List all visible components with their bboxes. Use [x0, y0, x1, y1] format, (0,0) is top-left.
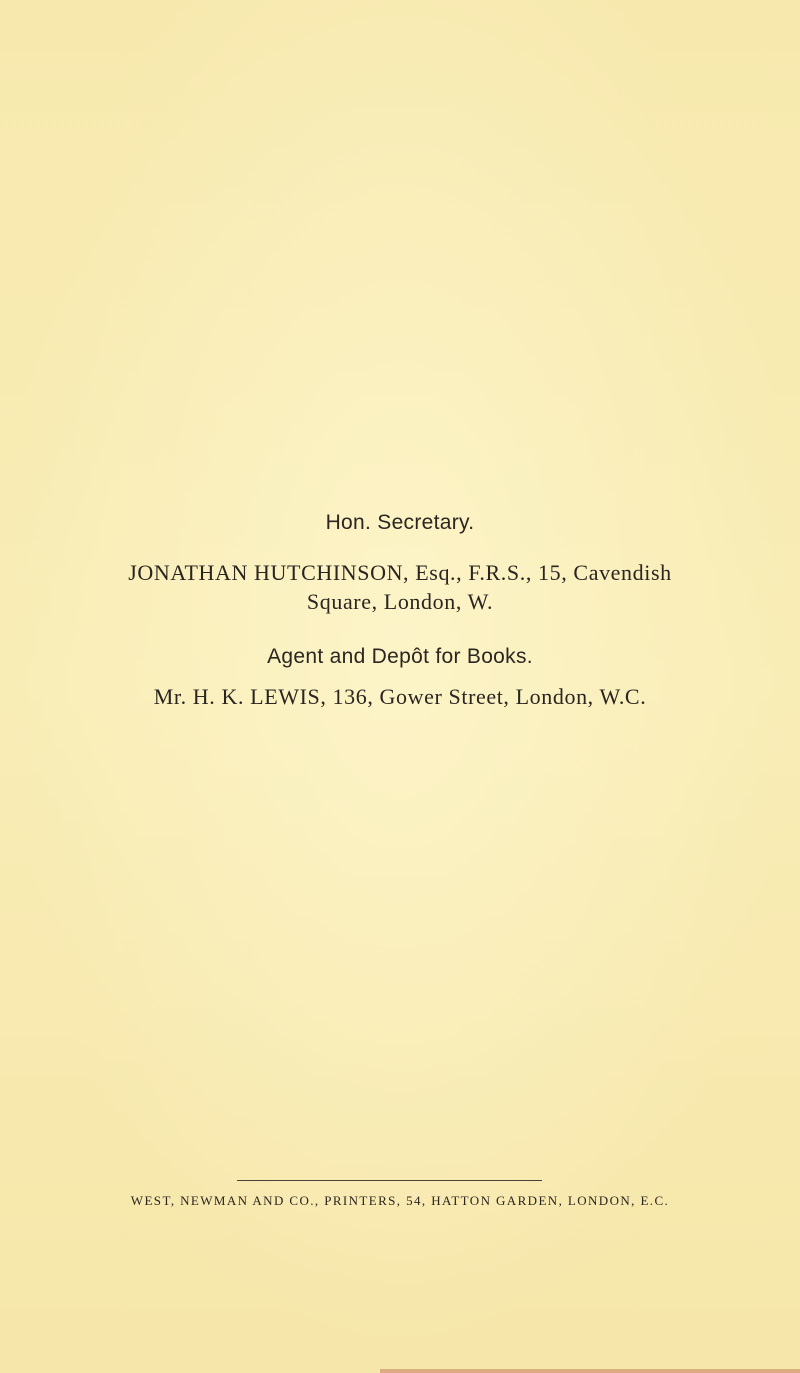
- secretary-name-address-line: JONATHAN HUTCHINSON, Esq., F.R.S., 15, Cavendish: [128, 560, 672, 585]
- printer-imprint: WEST, NEWMAN AND CO., PRINTERS, 54, HATTON GARDEN, LONDON, E.C.: [130, 1193, 670, 1208]
- page-edge-stain: [380, 1369, 800, 1373]
- divider-rule: [237, 1180, 542, 1181]
- secretary-address-continuation: Square, London, W.: [306, 589, 494, 614]
- agent-heading: Agent and Depôt for Books.: [267, 645, 533, 668]
- agent-name-address-line: Mr. H. K. LEWIS, 136, Gower Street, London, W.C.: [153, 684, 647, 709]
- secretary-heading: Hon. Secretary.: [325, 511, 475, 534]
